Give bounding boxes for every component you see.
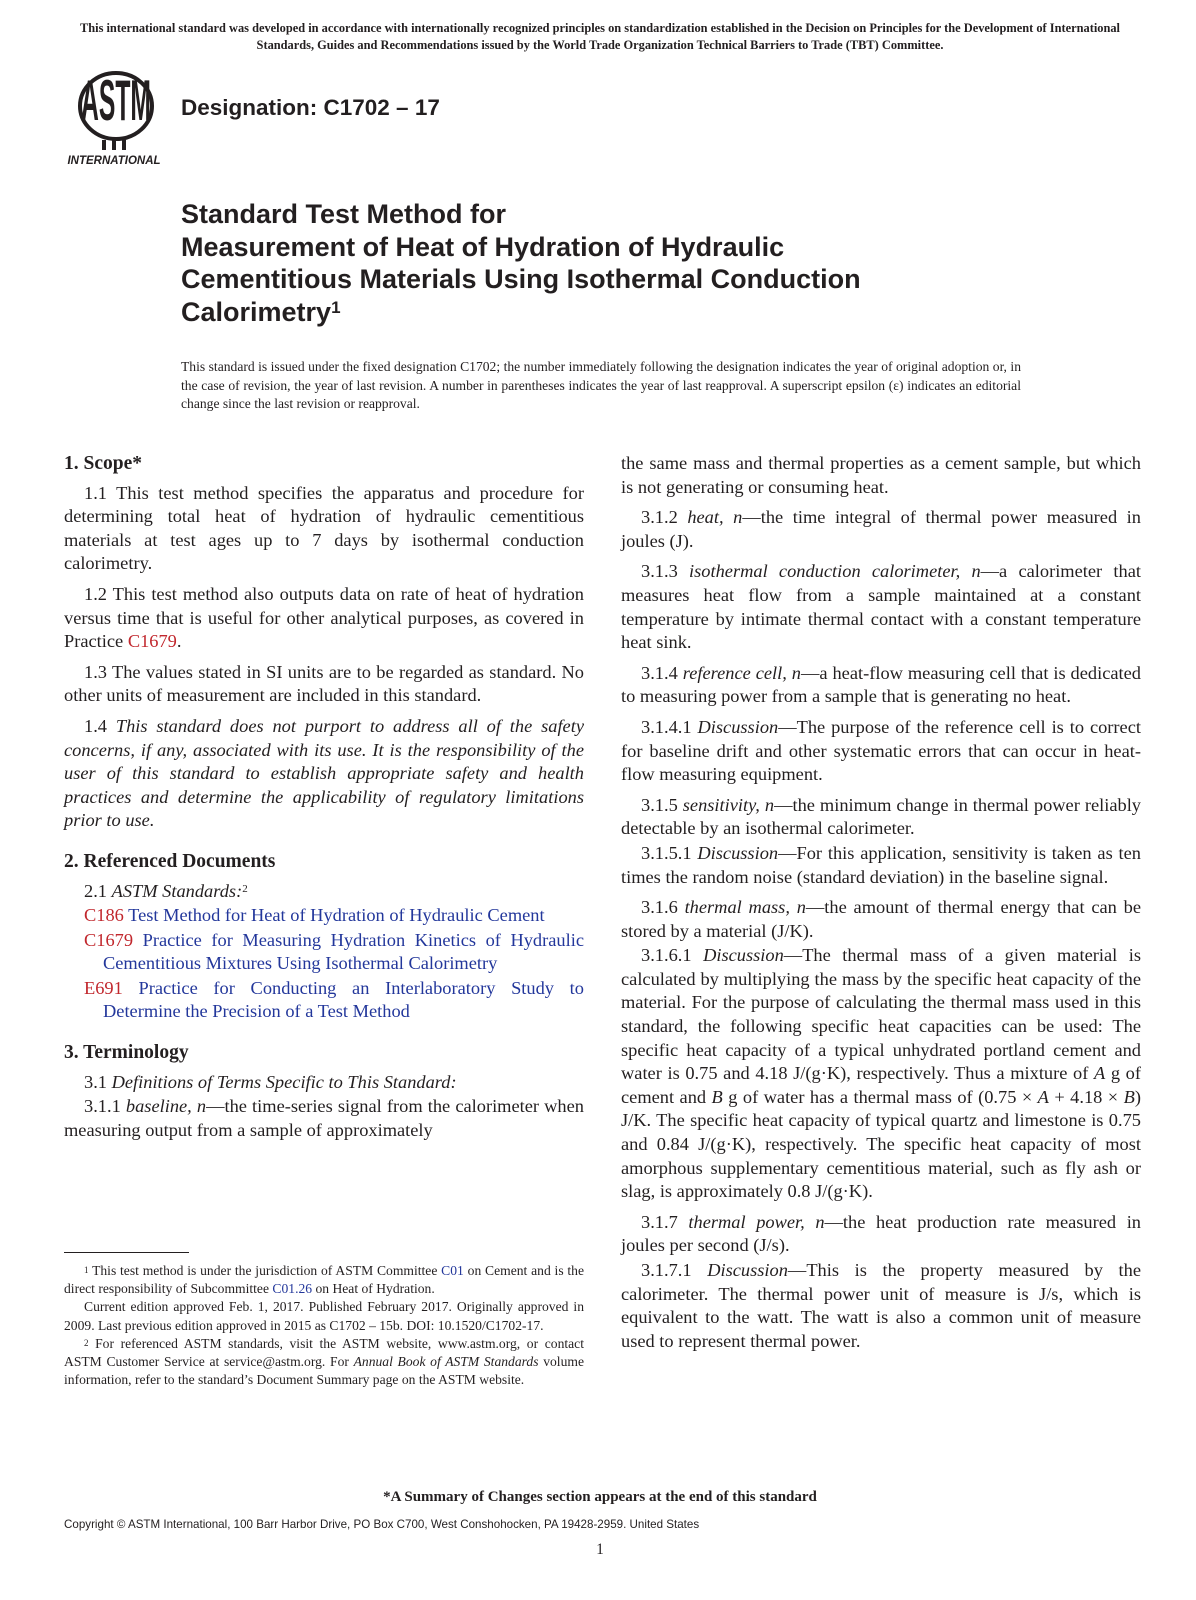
paragraph-3-1-5: 3.1.5 sensitivity, n—the minimum change in thermal power reliably detectable by an isothermal calorimeter. xyxy=(621,794,1141,839)
paragraph-2-1: 2.1 ASTM Standards:$^2$ xyxy=(84,880,248,901)
page-number: 1 xyxy=(596,1541,604,1558)
paragraph-1-3: 1.3 The values stated in SI units are to be regarded as standard. No other units of measurement are included in this standard. xyxy=(64,661,584,706)
footnote-2: $^2$ For referenced ASTM standards, visit the ASTM website, www.astm.org, or contact ASTM Customer Service at service@astm.org. For Annual Book of ASTM Standards volume information, refer to the standard’s Document Summary page on the ASTM website. xyxy=(64,1335,584,1388)
title-line-2: Measurement of Heat of Hydration of Hydraulic xyxy=(181,231,785,262)
issued-note: This standard is issued under the fixed designation C1702; the number immediately following the designation indicates the year of original adoption or, in the case of revision, the year of last revision. A number in parentheses indicates the year of last reapproval. A superscript epsilon (ε) indicates an editorial change since the last revision or reapproval. xyxy=(181,359,1021,411)
reference-item[interactable]: C186 Test Method for Heat of Hydration of Hydraulic Cement xyxy=(84,905,545,926)
summary-of-changes-note: *A Summary of Changes section appears at the end of this standard xyxy=(383,1489,817,1505)
astm-logo-icon xyxy=(62,68,170,168)
section-heading-referenced-documents: 2. Referenced Documents xyxy=(64,850,276,872)
right-column xyxy=(621,452,1141,1360)
paragraph-3-1: 3.1 Definitions of Terms Specific to This Standard: xyxy=(84,1071,457,1092)
section-heading-scope: 1. Scope* xyxy=(64,453,142,474)
paragraph-3-1-5-1: 3.1.5.1 Discussion—For this application, sensitivity is taken as ten times the random noise (standard deviation) in the baseline signal. xyxy=(621,842,1141,887)
paragraph-3-1-3: 3.1.3 isothermal conduction calorimeter, n—a calorimeter that measures heat flow from a sample maintained at a constant temperature by intimate thermal contact with a constant temperature heat sink. xyxy=(621,561,1141,653)
link-c1679[interactable]: C1679 xyxy=(127,631,177,652)
reference-list xyxy=(64,904,584,1024)
left-column xyxy=(64,452,584,1149)
title-footnote-mark: 1 xyxy=(331,297,341,317)
footnotes xyxy=(64,1262,584,1389)
paragraph-3-1-2: 3.1.2 heat, n—the time integral of thermal power measured in joules (J). xyxy=(621,507,1141,551)
copyright-line: Copyright © ASTM International, 100 Barr Harbor Drive, PO Box C700, West Conshohocken, PA 19428-2959. United States xyxy=(64,1518,700,1531)
footnote-1: $^1$ This test method is under the jurisdiction of ASTM Committee C01 on Cement and is the direct responsibility of Subcommittee C01.26 on Heat of Hydration. xyxy=(64,1263,585,1297)
title-line-1: Standard Test Method for xyxy=(181,199,507,229)
paragraph-1-1: 1.1 This test method specifies the apparatus and procedure for determining total heat of hydration of hydraulic cementitious materials at test ages up to 7 days by isothermal conduction calorimetry. xyxy=(64,482,584,574)
link-c01-26[interactable]: C01.26 xyxy=(272,1281,313,1297)
reference-item[interactable]: E691 Practice for Conducting an Interlaboratory Study to Determine the Precision of a Test Method xyxy=(84,977,584,1022)
paragraph-1-4: 1.4 This standard does not purport to address all of the safety concerns, if any, associated with its use. It is the responsibility of the user of this standard to establish appropriate safety and health practices and determine the applicability of regulatory limitations prior to use. xyxy=(64,715,584,831)
paragraph-3-1-1: 3.1.1 baseline, n—the time-series signal from the calorimeter when measuring output from a sample of approximately xyxy=(64,1096,584,1140)
document-title xyxy=(181,198,1041,328)
reference-item[interactable]: C1679 Practice for Measuring Hydration Kinetics of Hydraulic Cementitious Mixtures Using Isothermal Calorimetry xyxy=(84,929,584,974)
paragraph-3-1-7-1: 3.1.7.1 Discussion—This is the property measured by the calorimeter. The thermal power unit of measure is J/s, which is equivalent to the watt. The watt is also a common unit of measure used to represent thermal power. xyxy=(621,1260,1142,1351)
paragraph-3-1-6-1: 3.1.6.1 Discussion—The thermal mass of a given material is calculated by multiplying the mass by the specific heat capacity of the material. For the purpose of calculating the thermal mass used in this standard, the following specific heat capacities can be used: The specific heat capacity of a typical unhydrated portland cement and water is 0.75 and 4.18 J/(g·K), respectively. Thus a mixture of A g of cement and B g of water has a thermal mass of (0.75 × A + 4.18 × B) J/K. The specific heat capacity of typical quartz and limestone is 0.75 and 0.84 J/(g·K), respectively. The specific heat capacity of most amorphous supplementary cementitious material, such as fly ash or slag, is approximately 0.8 J/(g·K). xyxy=(621,945,1141,1202)
paragraph-3-1-4: 3.1.4 reference cell, n—a heat-flow measuring cell that is dedicated to measuring power from a sample that is generating no heat. xyxy=(621,662,1141,707)
wto-notice: This international standard was developed in accordance with internationally recognized principles on standardization established in the Decision on Principles for the Development of International Standards, Guides and Recommendations issued by the World Trade Organization Technical Barriers to Trade (TBT) Committee. xyxy=(79,21,1121,52)
astm-logo xyxy=(62,68,170,168)
paragraph-3-1-4-1: 3.1.4.1 Discussion—The purpose of the reference cell is to correct for baseline drift and other systematic errors that can occur in heat-flow measuring equipment. xyxy=(621,716,1141,785)
footnote-divider xyxy=(64,1252,189,1253)
designation: Designation: C1702 – 17 xyxy=(181,95,440,120)
logo-letters: ASTM xyxy=(81,68,151,133)
paragraph-3-1-1-continued: the same mass and thermal properties as a cement sample, but which is not generating or consuming heat. xyxy=(621,453,1141,497)
paragraph-1-2: 1.2 This test method also outputs data on rate of heat of hydration versus time that is useful for other analytical purposes, as covered in Practice C1679. xyxy=(64,583,584,652)
paragraph-3-1-6: 3.1.6 thermal mass, n—the amount of thermal energy that can be stored by a material (J/K). xyxy=(621,897,1141,941)
link-c01[interactable]: C01 xyxy=(441,1263,464,1278)
title-line-3: Cementitious Materials Using Isothermal Conduction xyxy=(181,264,861,294)
footnote-1-edition: Current edition approved Feb. 1, 2017. Published February 2017. Originally approved in 2009. Last previous edition approved in 2015 as C1702 – 15b. DOI: 10.1520/C1702-17. xyxy=(64,1299,584,1333)
title-line-4: Calorimetry$^1$ xyxy=(181,296,341,327)
logo-subtext: INTERNATIONAL xyxy=(67,155,161,167)
section-heading-terminology: 3. Terminology xyxy=(64,1042,189,1064)
paragraph-3-1-7: 3.1.7 thermal power, n—the heat production rate measured in joules per second (J/s). xyxy=(621,1211,1142,1256)
